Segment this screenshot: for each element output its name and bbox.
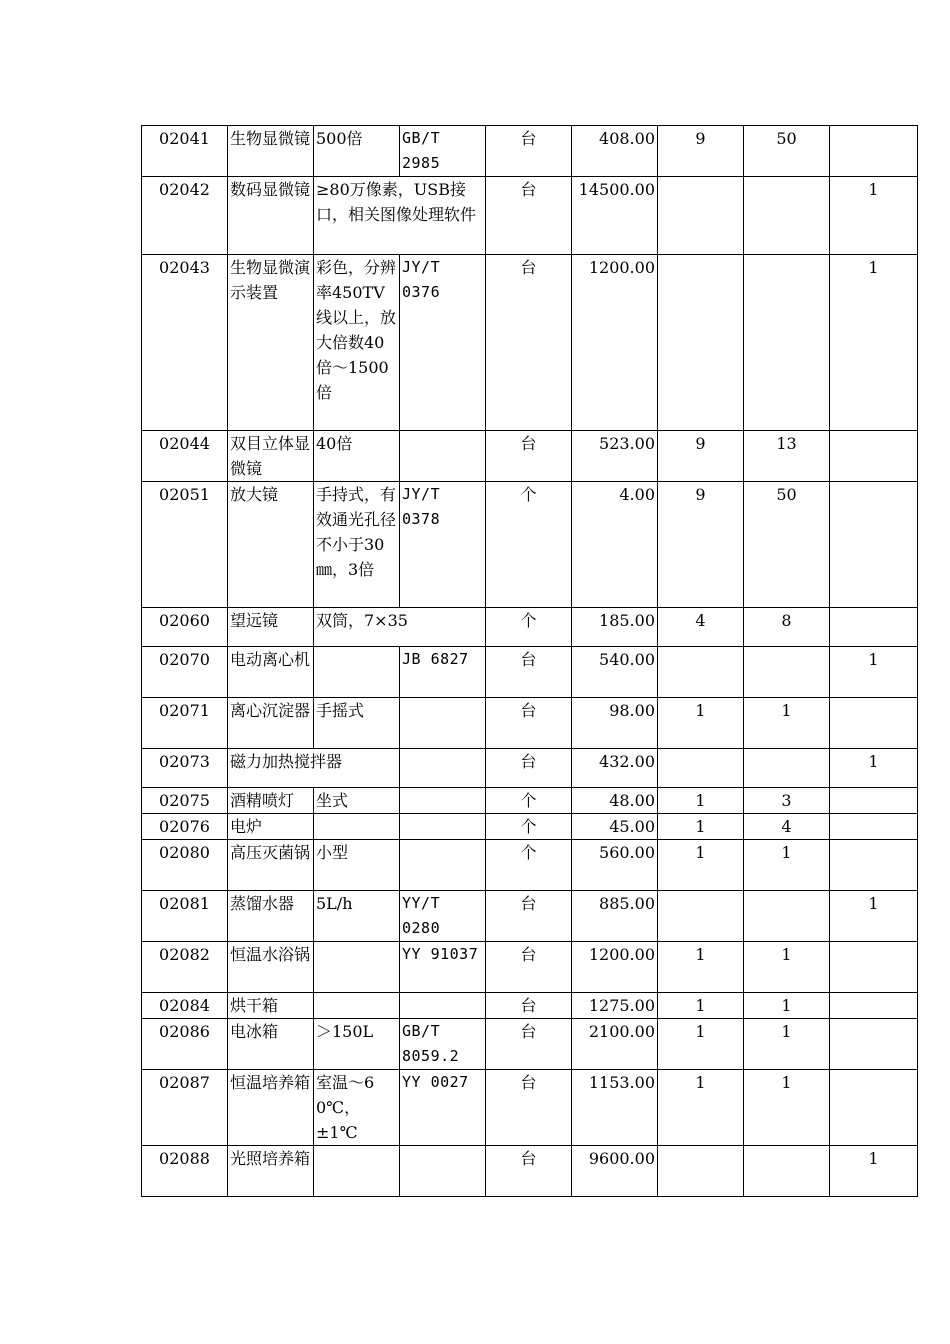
table-row (142, 891, 918, 942)
item-name: 光照培养箱 (228, 1146, 314, 1197)
item-qty-1: 9 (658, 431, 744, 482)
item-code: 02042 (142, 177, 228, 255)
item-qty-3 (830, 126, 918, 177)
item-qty-3 (830, 482, 918, 608)
item-name: 双目立体显微镜 (228, 431, 314, 482)
item-qty-3 (830, 993, 918, 1019)
item-code: 02051 (142, 482, 228, 608)
item-standard (400, 840, 486, 891)
item-standard: JY/T 0378 (400, 482, 486, 608)
item-qty-3: 1 (830, 1146, 918, 1197)
item-name: 电动离心机 (228, 647, 314, 698)
item-qty-1 (658, 647, 744, 698)
item-unit: 个 (486, 788, 572, 814)
table-row (142, 1146, 918, 1197)
item-name: 烘干箱 (228, 993, 314, 1019)
item-qty-3 (830, 840, 918, 891)
table-row (142, 814, 918, 840)
item-unit: 台 (486, 1019, 572, 1070)
item-qty-3: 1 (830, 891, 918, 942)
item-standard: YY 0027 (400, 1070, 486, 1146)
item-unit: 台 (486, 942, 572, 993)
item-standard: YY/T 0280 (400, 891, 486, 942)
item-unit: 台 (486, 177, 572, 255)
item-code: 02087 (142, 1070, 228, 1146)
item-qty-1: 1 (658, 942, 744, 993)
item-spec: 手摇式 (314, 698, 400, 749)
item-spec (314, 993, 400, 1019)
item-spec: 双筒，7×35 (314, 608, 486, 647)
item-name: 恒温培养箱 (228, 1070, 314, 1146)
table-row (142, 698, 918, 749)
item-qty-3 (830, 431, 918, 482)
item-qty-1 (658, 255, 744, 431)
item-standard: GB/T 2985 (400, 126, 486, 177)
item-spec: 5L/h (314, 891, 400, 942)
item-qty-1 (658, 749, 744, 788)
item-code: 02084 (142, 993, 228, 1019)
item-qty-3: 1 (830, 647, 918, 698)
item-standard (400, 993, 486, 1019)
item-standard (400, 814, 486, 840)
item-unit: 台 (486, 698, 572, 749)
table-row (142, 788, 918, 814)
item-qty-2 (744, 255, 830, 431)
table-row (142, 942, 918, 993)
item-qty-3 (830, 942, 918, 993)
item-price: 45.00 (572, 814, 658, 840)
item-standard: JY/T 0376 (400, 255, 486, 431)
item-unit: 台 (486, 1146, 572, 1197)
item-code: 02088 (142, 1146, 228, 1197)
item-unit: 台 (486, 891, 572, 942)
item-qty-3 (830, 698, 918, 749)
item-qty-1 (658, 177, 744, 255)
item-name: 蒸馏水器 (228, 891, 314, 942)
item-qty-3: 1 (830, 177, 918, 255)
item-price: 185.00 (572, 608, 658, 647)
item-qty-1: 1 (658, 840, 744, 891)
item-name: 磁力加热搅拌器 (228, 749, 400, 788)
item-unit: 台 (486, 126, 572, 177)
item-price: 14500.00 (572, 177, 658, 255)
item-price: 540.00 (572, 647, 658, 698)
item-spec: 彩色，分辨率450TV线以上，放大倍数40倍～1500倍 (314, 255, 400, 431)
item-price: 1153.00 (572, 1070, 658, 1146)
item-standard: YY 91037 (400, 942, 486, 993)
item-qty-2: 3 (744, 788, 830, 814)
item-price: 432.00 (572, 749, 658, 788)
item-qty-2: 50 (744, 482, 830, 608)
item-unit: 个 (486, 840, 572, 891)
item-qty-2: 1 (744, 840, 830, 891)
item-qty-1 (658, 1146, 744, 1197)
item-unit: 个 (486, 814, 572, 840)
item-code: 02082 (142, 942, 228, 993)
item-spec: 坐式 (314, 788, 400, 814)
item-name: 望远镜 (228, 608, 314, 647)
item-qty-2: 50 (744, 126, 830, 177)
item-standard (400, 788, 486, 814)
item-name: 恒温水浴锅 (228, 942, 314, 993)
item-spec: 手持式，有效通光孔径不小于30㎜，3倍 (314, 482, 400, 608)
item-qty-2: 1 (744, 1070, 830, 1146)
item-unit: 台 (486, 431, 572, 482)
item-qty-2 (744, 177, 830, 255)
item-qty-2 (744, 1146, 830, 1197)
item-name: 数码显微镜 (228, 177, 314, 255)
item-qty-1: 4 (658, 608, 744, 647)
item-qty-2: 1 (744, 1019, 830, 1070)
item-unit: 台 (486, 993, 572, 1019)
item-code: 02073 (142, 749, 228, 788)
item-qty-2: 8 (744, 608, 830, 647)
table-row (142, 1070, 918, 1146)
item-code: 02060 (142, 608, 228, 647)
item-price: 408.00 (572, 126, 658, 177)
table-row (142, 255, 918, 431)
table-row (142, 482, 918, 608)
item-price: 2100.00 (572, 1019, 658, 1070)
item-standard (400, 431, 486, 482)
item-unit: 台 (486, 255, 572, 431)
item-qty-2 (744, 647, 830, 698)
item-standard (400, 698, 486, 749)
item-qty-3: 1 (830, 255, 918, 431)
item-price: 560.00 (572, 840, 658, 891)
item-spec: 小型 (314, 840, 400, 891)
item-qty-1: 1 (658, 1070, 744, 1146)
table-row (142, 647, 918, 698)
item-qty-1: 1 (658, 788, 744, 814)
table-row (142, 177, 918, 255)
item-qty-3: 1 (830, 749, 918, 788)
item-code: 02070 (142, 647, 228, 698)
item-name: 生物显微演示装置 (228, 255, 314, 431)
item-price: 9600.00 (572, 1146, 658, 1197)
item-unit: 个 (486, 482, 572, 608)
item-qty-3 (830, 814, 918, 840)
item-price: 1200.00 (572, 255, 658, 431)
item-qty-3 (830, 1070, 918, 1146)
item-code: 02041 (142, 126, 228, 177)
item-name: 酒精喷灯 (228, 788, 314, 814)
item-spec (314, 942, 400, 993)
item-qty-1: 9 (658, 482, 744, 608)
item-name: 电炉 (228, 814, 314, 840)
item-price: 523.00 (572, 431, 658, 482)
table-row (142, 993, 918, 1019)
item-name: 电冰箱 (228, 1019, 314, 1070)
item-code: 02071 (142, 698, 228, 749)
item-qty-1 (658, 891, 744, 942)
item-name: 放大镜 (228, 482, 314, 608)
item-qty-1: 1 (658, 698, 744, 749)
table-row (142, 840, 918, 891)
item-code: 02043 (142, 255, 228, 431)
item-unit: 台 (486, 647, 572, 698)
item-price: 48.00 (572, 788, 658, 814)
item-qty-2 (744, 749, 830, 788)
item-qty-3 (830, 1019, 918, 1070)
item-spec (314, 814, 400, 840)
item-qty-2: 1 (744, 993, 830, 1019)
item-code: 02075 (142, 788, 228, 814)
item-name: 生物显微镜 (228, 126, 314, 177)
item-price: 98.00 (572, 698, 658, 749)
item-standard: JB 6827 (400, 647, 486, 698)
item-standard: GB/T 8059.2 (400, 1019, 486, 1070)
item-qty-3 (830, 608, 918, 647)
item-name: 离心沉淀器 (228, 698, 314, 749)
item-code: 02076 (142, 814, 228, 840)
item-qty-1: 9 (658, 126, 744, 177)
table-row (142, 608, 918, 647)
item-price: 1275.00 (572, 993, 658, 1019)
item-unit: 个 (486, 608, 572, 647)
table-row (142, 1019, 918, 1070)
item-qty-3 (830, 788, 918, 814)
table-row (142, 126, 918, 177)
item-qty-2: 13 (744, 431, 830, 482)
item-spec: 40倍 (314, 431, 400, 482)
item-spec (314, 1146, 400, 1197)
item-qty-1: 1 (658, 1019, 744, 1070)
item-spec: ＞150L (314, 1019, 400, 1070)
item-code: 02044 (142, 431, 228, 482)
item-spec: 室温～60℃，±1℃ (314, 1070, 400, 1146)
item-unit: 台 (486, 1070, 572, 1146)
item-qty-2 (744, 891, 830, 942)
item-spec: 500倍 (314, 126, 400, 177)
item-qty-1: 1 (658, 814, 744, 840)
item-code: 02080 (142, 840, 228, 891)
item-qty-1: 1 (658, 993, 744, 1019)
item-spec: ≥80万像素，USB接口，相关图像处理软件 (314, 177, 486, 255)
item-standard (400, 1146, 486, 1197)
item-qty-2: 4 (744, 814, 830, 840)
table-row (142, 431, 918, 482)
item-code: 02081 (142, 891, 228, 942)
item-price: 1200.00 (572, 942, 658, 993)
item-spec (314, 647, 400, 698)
item-standard (400, 749, 486, 788)
equipment-table (141, 125, 918, 1197)
item-name: 高压灭菌锅 (228, 840, 314, 891)
item-unit: 台 (486, 749, 572, 788)
item-qty-2: 1 (744, 698, 830, 749)
item-price: 4.00 (572, 482, 658, 608)
item-qty-2: 1 (744, 942, 830, 993)
table-row (142, 749, 918, 788)
item-price: 885.00 (572, 891, 658, 942)
item-code: 02086 (142, 1019, 228, 1070)
